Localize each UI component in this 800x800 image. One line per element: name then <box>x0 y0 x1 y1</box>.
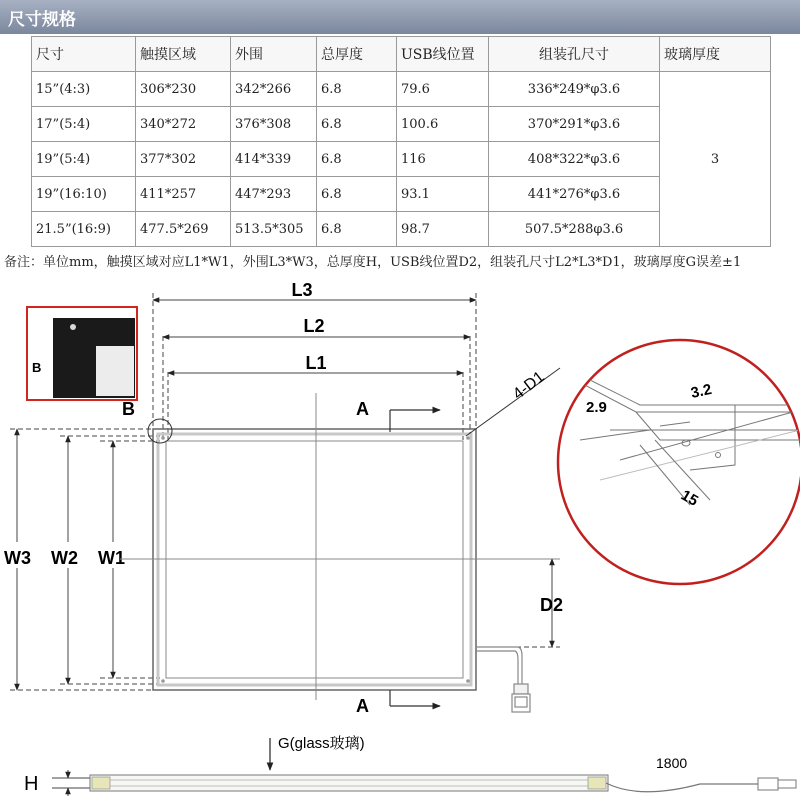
mount-holes-cell: 408*322*φ3.6 <box>489 142 660 177</box>
h-label: H <box>24 773 39 795</box>
thickness-cell: 6.8 <box>317 107 397 142</box>
size-cell: 21.5”(16:9) <box>32 212 136 247</box>
corner-detail <box>558 340 800 584</box>
column-header: USB线位置 <box>397 37 489 72</box>
thickness-cell: 6.8 <box>317 212 397 247</box>
cable-length-label: 1800 <box>656 755 688 771</box>
usb-position-cell: 98.7 <box>397 212 489 247</box>
inset-label: B <box>32 360 42 375</box>
d2-label: D2 <box>540 595 564 615</box>
size-cell: 15”(4:3) <box>32 72 136 107</box>
w2-label: W2 <box>51 548 78 568</box>
column-header: 组装孔尺寸 <box>489 37 660 72</box>
touch-area-cell: 477.5*269 <box>136 212 231 247</box>
panel-outline <box>120 393 560 700</box>
outer-cell: 447*293 <box>231 177 317 212</box>
spec-note: 备注：单位mm，触摸区域对应L1*W1，外围L3*W3，总厚度H，USB线位置D2，组装孔尺寸L2*L3*D1，玻璃厚度G误差±1 <box>4 255 742 270</box>
column-header: 总厚度 <box>317 37 397 72</box>
touch-area-cell: 340*272 <box>136 107 231 142</box>
usb-position-cell: 116 <box>397 142 489 177</box>
size-cell: 19”(5:4) <box>32 142 136 177</box>
glass-label: G(glass玻璃) <box>278 735 365 752</box>
mount-holes-cell: 507.5*288φ3.6 <box>489 212 660 247</box>
mount-holes-cell: 336*249*φ3.6 <box>489 72 660 107</box>
touch-area-cell: 411*257 <box>136 177 231 212</box>
holes-leader <box>466 368 560 436</box>
section-a-bottom-label: A <box>356 696 369 716</box>
touch-area-cell: 377*302 <box>136 142 231 177</box>
w1-label: W1 <box>98 548 125 568</box>
column-header: 玻璃厚度 <box>660 37 771 72</box>
usb-cable <box>476 647 530 712</box>
glass-thickness-cell: 3 <box>660 72 771 247</box>
size-cell: 19”(16:10) <box>32 177 136 212</box>
holes-label: 4-D1 <box>509 368 548 404</box>
thickness-cell: 6.8 <box>317 142 397 177</box>
outer-cell: 414*339 <box>231 142 317 177</box>
detail-dim-a: 2.9 <box>586 399 607 416</box>
w3-label: W3 <box>4 548 31 568</box>
mount-holes-cell: 370*291*φ3.6 <box>489 107 660 142</box>
column-header: 尺寸 <box>32 37 136 72</box>
touch-area-cell: 306*230 <box>136 72 231 107</box>
column-header: 触摸区域 <box>136 37 231 72</box>
detail-dim-c: 15 <box>678 486 701 510</box>
detail-b-label: B <box>122 399 135 419</box>
thickness-cell: 6.8 <box>317 177 397 212</box>
l3-label: L3 <box>291 280 313 300</box>
l2-label: L2 <box>303 316 325 336</box>
outer-cell: 342*266 <box>231 72 317 107</box>
usb-position-cell: 79.6 <box>397 72 489 107</box>
outer-cell: 376*308 <box>231 107 317 142</box>
l1-label: L1 <box>305 353 327 373</box>
section-title: 尺寸规格 <box>8 10 76 30</box>
corner-inset <box>27 307 137 400</box>
usb-position-cell: 100.6 <box>397 107 489 142</box>
section-a-top-label: A <box>356 399 369 419</box>
section-a-arrows <box>390 410 440 706</box>
outer-cell: 513.5*305 <box>231 212 317 247</box>
size-cell: 17”(5:4) <box>32 107 136 142</box>
detail-dim-b: 3.2 <box>689 380 714 402</box>
column-header: 外围 <box>231 37 317 72</box>
mount-holes-cell: 441*276*φ3.6 <box>489 177 660 212</box>
usb-position-cell: 93.1 <box>397 177 489 212</box>
thickness-cell: 6.8 <box>317 72 397 107</box>
